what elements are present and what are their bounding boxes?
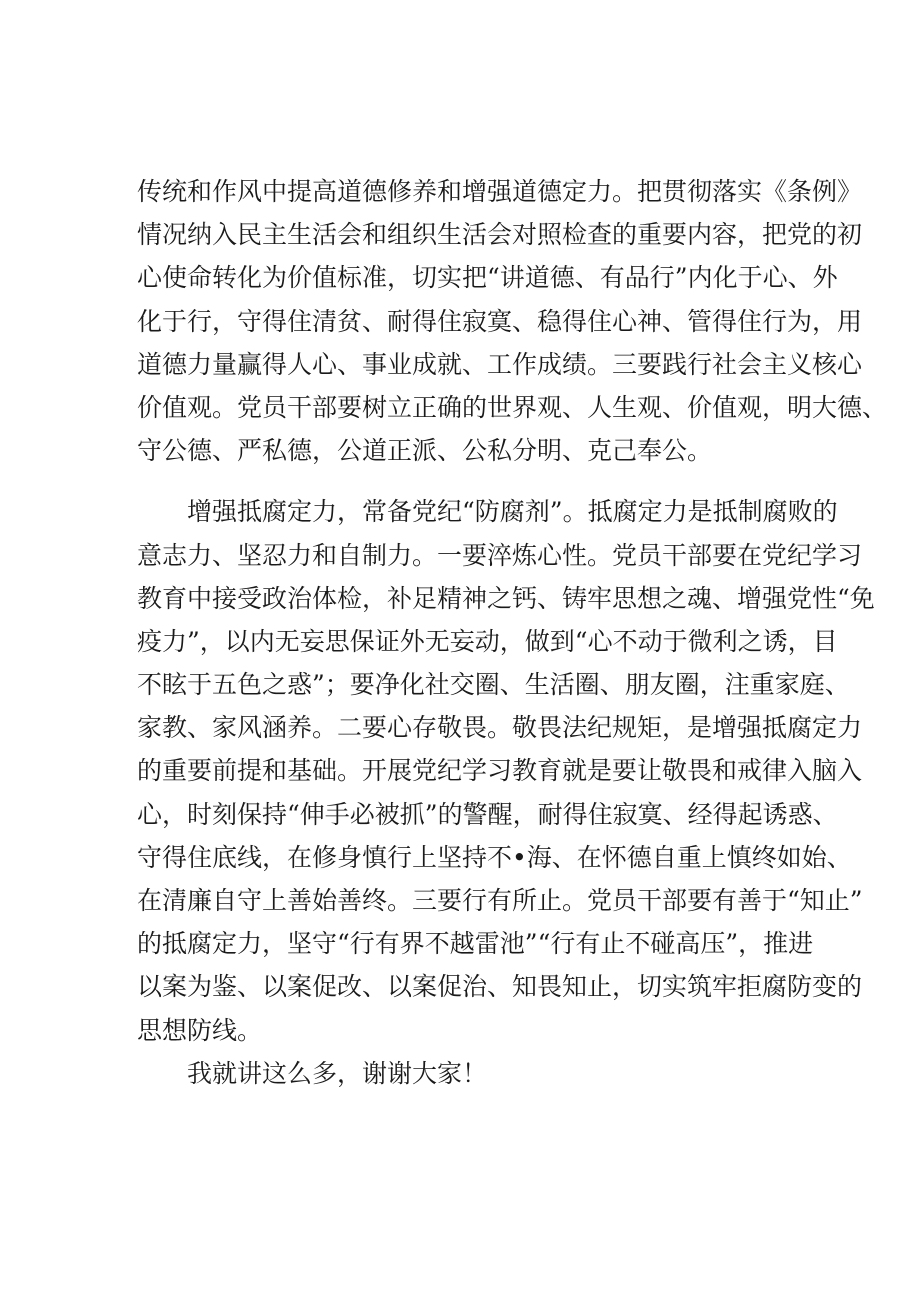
text-line: 以案为鉴、以案促改、以案促治、知畏知止，切实筑牢拒腐防变的 xyxy=(137,972,863,1002)
document-body xyxy=(137,170,888,1095)
text-line: 增强抵腐定力，常备党纪“防腐剂”。抵腐定力是抵制腐败的 xyxy=(187,497,838,527)
text-line: 的重要前提和基础。开展党纪学习教育就是要让敬畏和戒律入脑入 xyxy=(137,756,863,786)
paragraph-2 xyxy=(137,490,875,1051)
text-line: 守公德、严私德，公道正派、公私分明、克己奉公。 xyxy=(137,436,713,466)
paragraph-3 xyxy=(137,1052,797,1095)
text-line: 道德力量赢得人心、事业成就、工作成绩。三要践行社会主义核心 xyxy=(137,349,863,379)
text-line: 在清廉自守上善始善终。三要行有所止。党员干部要有善于“知止” xyxy=(137,886,863,915)
text-line: 思想防线。 xyxy=(137,1015,263,1045)
text-line: 教育中接受政治体检，补足精神之钙、铸牢思想之魂、增强党性“免 xyxy=(137,583,875,613)
text-line: 意志力、坚忍力和自制力。一要淬炼心性。党员干部要在党纪学习 xyxy=(137,540,863,570)
text-line: 心，时刻保持“伸手必被抓”的警醒，耐得住寂寞、经得起诱惑、 xyxy=(137,799,838,829)
text-line: 的抵腐定力，坚守“行有界不越雷池”“行有止不碰高压”，推进 xyxy=(137,929,814,959)
text-line: 疫力”，以内无妄思保证外无妄动，做到“心不动于微利之诱，目 xyxy=(137,626,838,656)
text-line: 情况纳入民主生活会和组织生活会对照检查的重要内容，把党的初 xyxy=(137,220,863,250)
text-line: 化于行，守得住清贫、耐得住寂寞、稳得住心神、管得住行为，用 xyxy=(137,306,863,336)
text-line: 家教、家风涵养。二要心存敬畏。敬畏法纪规矩，是增强抵腐定力 xyxy=(137,713,863,743)
closing-line: 我就讲这么多，谢谢大家！ xyxy=(187,1058,488,1088)
text-line: 价值观。党员干部要树立正确的世界观、人生观、价值观，明大德、 xyxy=(137,392,888,422)
text-line: 不眩于五色之惑”；要净化社交圈、生活圈、朋友圈，注重家庭、 xyxy=(137,670,850,700)
text-line: 心使命转化为价值标准，切实把“讲道德、有品行”内化于心、外 xyxy=(137,263,838,293)
text-line: 传统和作风中提高道德修养和增强道德定力。把贯彻落实《条例》 xyxy=(137,177,863,206)
paragraph-spacer xyxy=(137,472,797,490)
paragraph-1 xyxy=(137,170,888,472)
text-line: 守得住底线，在修身慎行上坚持不•海、在怀德自重上慎终如始、 xyxy=(137,842,852,872)
